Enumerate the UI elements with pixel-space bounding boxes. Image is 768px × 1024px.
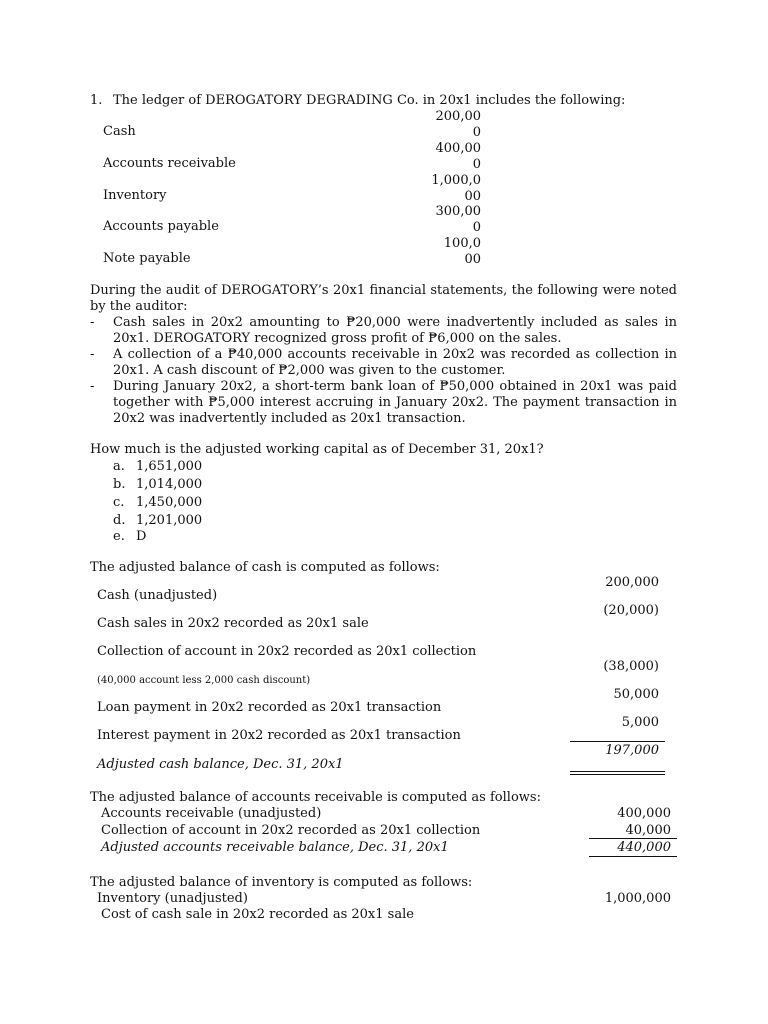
schedule-amount: 5,000 (621, 715, 659, 730)
schedule-amount: 200,000 (605, 575, 659, 590)
ledger-label: Accounts payable (103, 219, 219, 234)
ledger-amount: 0 (472, 157, 481, 172)
ledger-amount: 0 (472, 220, 481, 235)
choice-letter: c. (113, 495, 125, 510)
ledger-amount: 00 (464, 252, 481, 267)
schedule-label: Cost of cash sale in 20x2 recorded as 20x1 sale (101, 907, 414, 922)
schedule-label: Collection of account in 20x2 recorded as 20x1 collection (97, 644, 477, 659)
total-rule (589, 856, 677, 857)
bullet-dash: - (90, 347, 95, 362)
ledger-label: Inventory (103, 188, 167, 203)
ledger-amount: 0 (472, 125, 481, 140)
choice-letter: a. (113, 459, 125, 474)
question-number: 1. (90, 93, 103, 108)
schedule-label: Accounts receivable (unadjusted) (101, 806, 322, 821)
double-rule-top (570, 771, 665, 772)
inventory-schedule-heading: The adjusted balance of inventory is computed as follows: (90, 875, 473, 890)
bullet-dash: - (90, 379, 95, 394)
subtotal-rule (589, 838, 677, 839)
schedule-label: Interest payment in 20x2 recorded as 20x1 transaction (97, 728, 461, 743)
ledger-amount: 400,00 (435, 141, 481, 156)
schedule-label: Cash (unadjusted) (97, 588, 218, 603)
ledger-label: Note payable (103, 251, 191, 266)
choice-text: 1,201,000 (136, 513, 203, 528)
schedule-amount: 1,000,000 (604, 891, 671, 906)
ledger-amount: 300,00 (435, 204, 481, 219)
choice-text: 1,014,000 (136, 477, 203, 492)
choice-letter: b. (113, 477, 126, 492)
finding-text: During January 20x2, a short-term bank loan of ₱50,000 obtained in 20x1 was paid together with ₱5,000 interest accruing in January 20x2. The payment transaction in 20x2 was inadvertently included as 20x1 transaction. (113, 379, 677, 426)
subtotal-rule (570, 741, 665, 742)
choice-text: 1,651,000 (136, 459, 203, 474)
choice-letter: d. (113, 513, 126, 528)
finding-text: A collection of a ₱40,000 accounts receivable in 20x2 was recorded as collection in 20x1. A cash discount of ₱2,000 was given to the customer. (113, 347, 677, 378)
question-intro: The ledger of DEROGATORY DEGRADING Co. in 20x1 includes the following: (113, 93, 626, 108)
schedule-label: Loan payment in 20x2 recorded as 20x1 transaction (97, 700, 442, 715)
schedule-amount: 40,000 (625, 823, 671, 838)
ledger-label: Accounts receivable (103, 156, 236, 171)
schedule-label: Cash sales in 20x2 recorded as 20x1 sale (97, 616, 369, 631)
schedule-total-amount: 440,000 (617, 840, 671, 855)
question-prompt: How much is the adjusted working capital as of December 31, 20x1? (90, 442, 544, 457)
ledger-label: Cash (103, 124, 136, 139)
choice-letter: e. (113, 529, 125, 544)
ledger-amount: 200,00 (435, 109, 481, 124)
schedule-total-label: Adjusted accounts receivable balance, Dec. 31, 20x1 (101, 840, 449, 855)
schedule-amount: 400,000 (617, 806, 671, 821)
schedule-amount: (20,000) (603, 603, 659, 618)
choice-text: D (136, 529, 147, 544)
audit-intro: During the audit of DEROGATORY’s 20x1 financial statements, the following were noted by the auditor: (90, 283, 677, 314)
finding-text: Cash sales in 20x2 amounting to ₱20,000 were inadvertently included as sales in 20x1. DEROGATORY recognized gross profit of ₱6,000 on the sales. (113, 315, 677, 346)
ledger-amount: 1,000,0 (431, 173, 481, 188)
ar-schedule-heading: The adjusted balance of accounts receivable is computed as follows: (90, 790, 541, 805)
ledger-amount: 100,0 (443, 236, 481, 251)
schedule-note: (40,000 account less 2,000 cash discount) (97, 675, 311, 686)
choice-text: 1,450,000 (136, 495, 203, 510)
schedule-label: Collection of account in 20x2 recorded as 20x1 collection (101, 823, 481, 838)
cash-schedule-heading: The adjusted balance of cash is computed as follows: (90, 560, 440, 575)
double-rule-bottom (570, 774, 665, 775)
schedule-total-amount: 197,000 (605, 743, 659, 758)
schedule-amount: (38,000) (603, 659, 659, 674)
bullet-dash: - (90, 315, 95, 330)
schedule-amount: 50,000 (613, 687, 659, 702)
ledger-amount: 00 (464, 189, 481, 204)
schedule-label: Inventory (unadjusted) (97, 891, 248, 906)
schedule-total-label: Adjusted cash balance, Dec. 31, 20x1 (97, 757, 344, 772)
